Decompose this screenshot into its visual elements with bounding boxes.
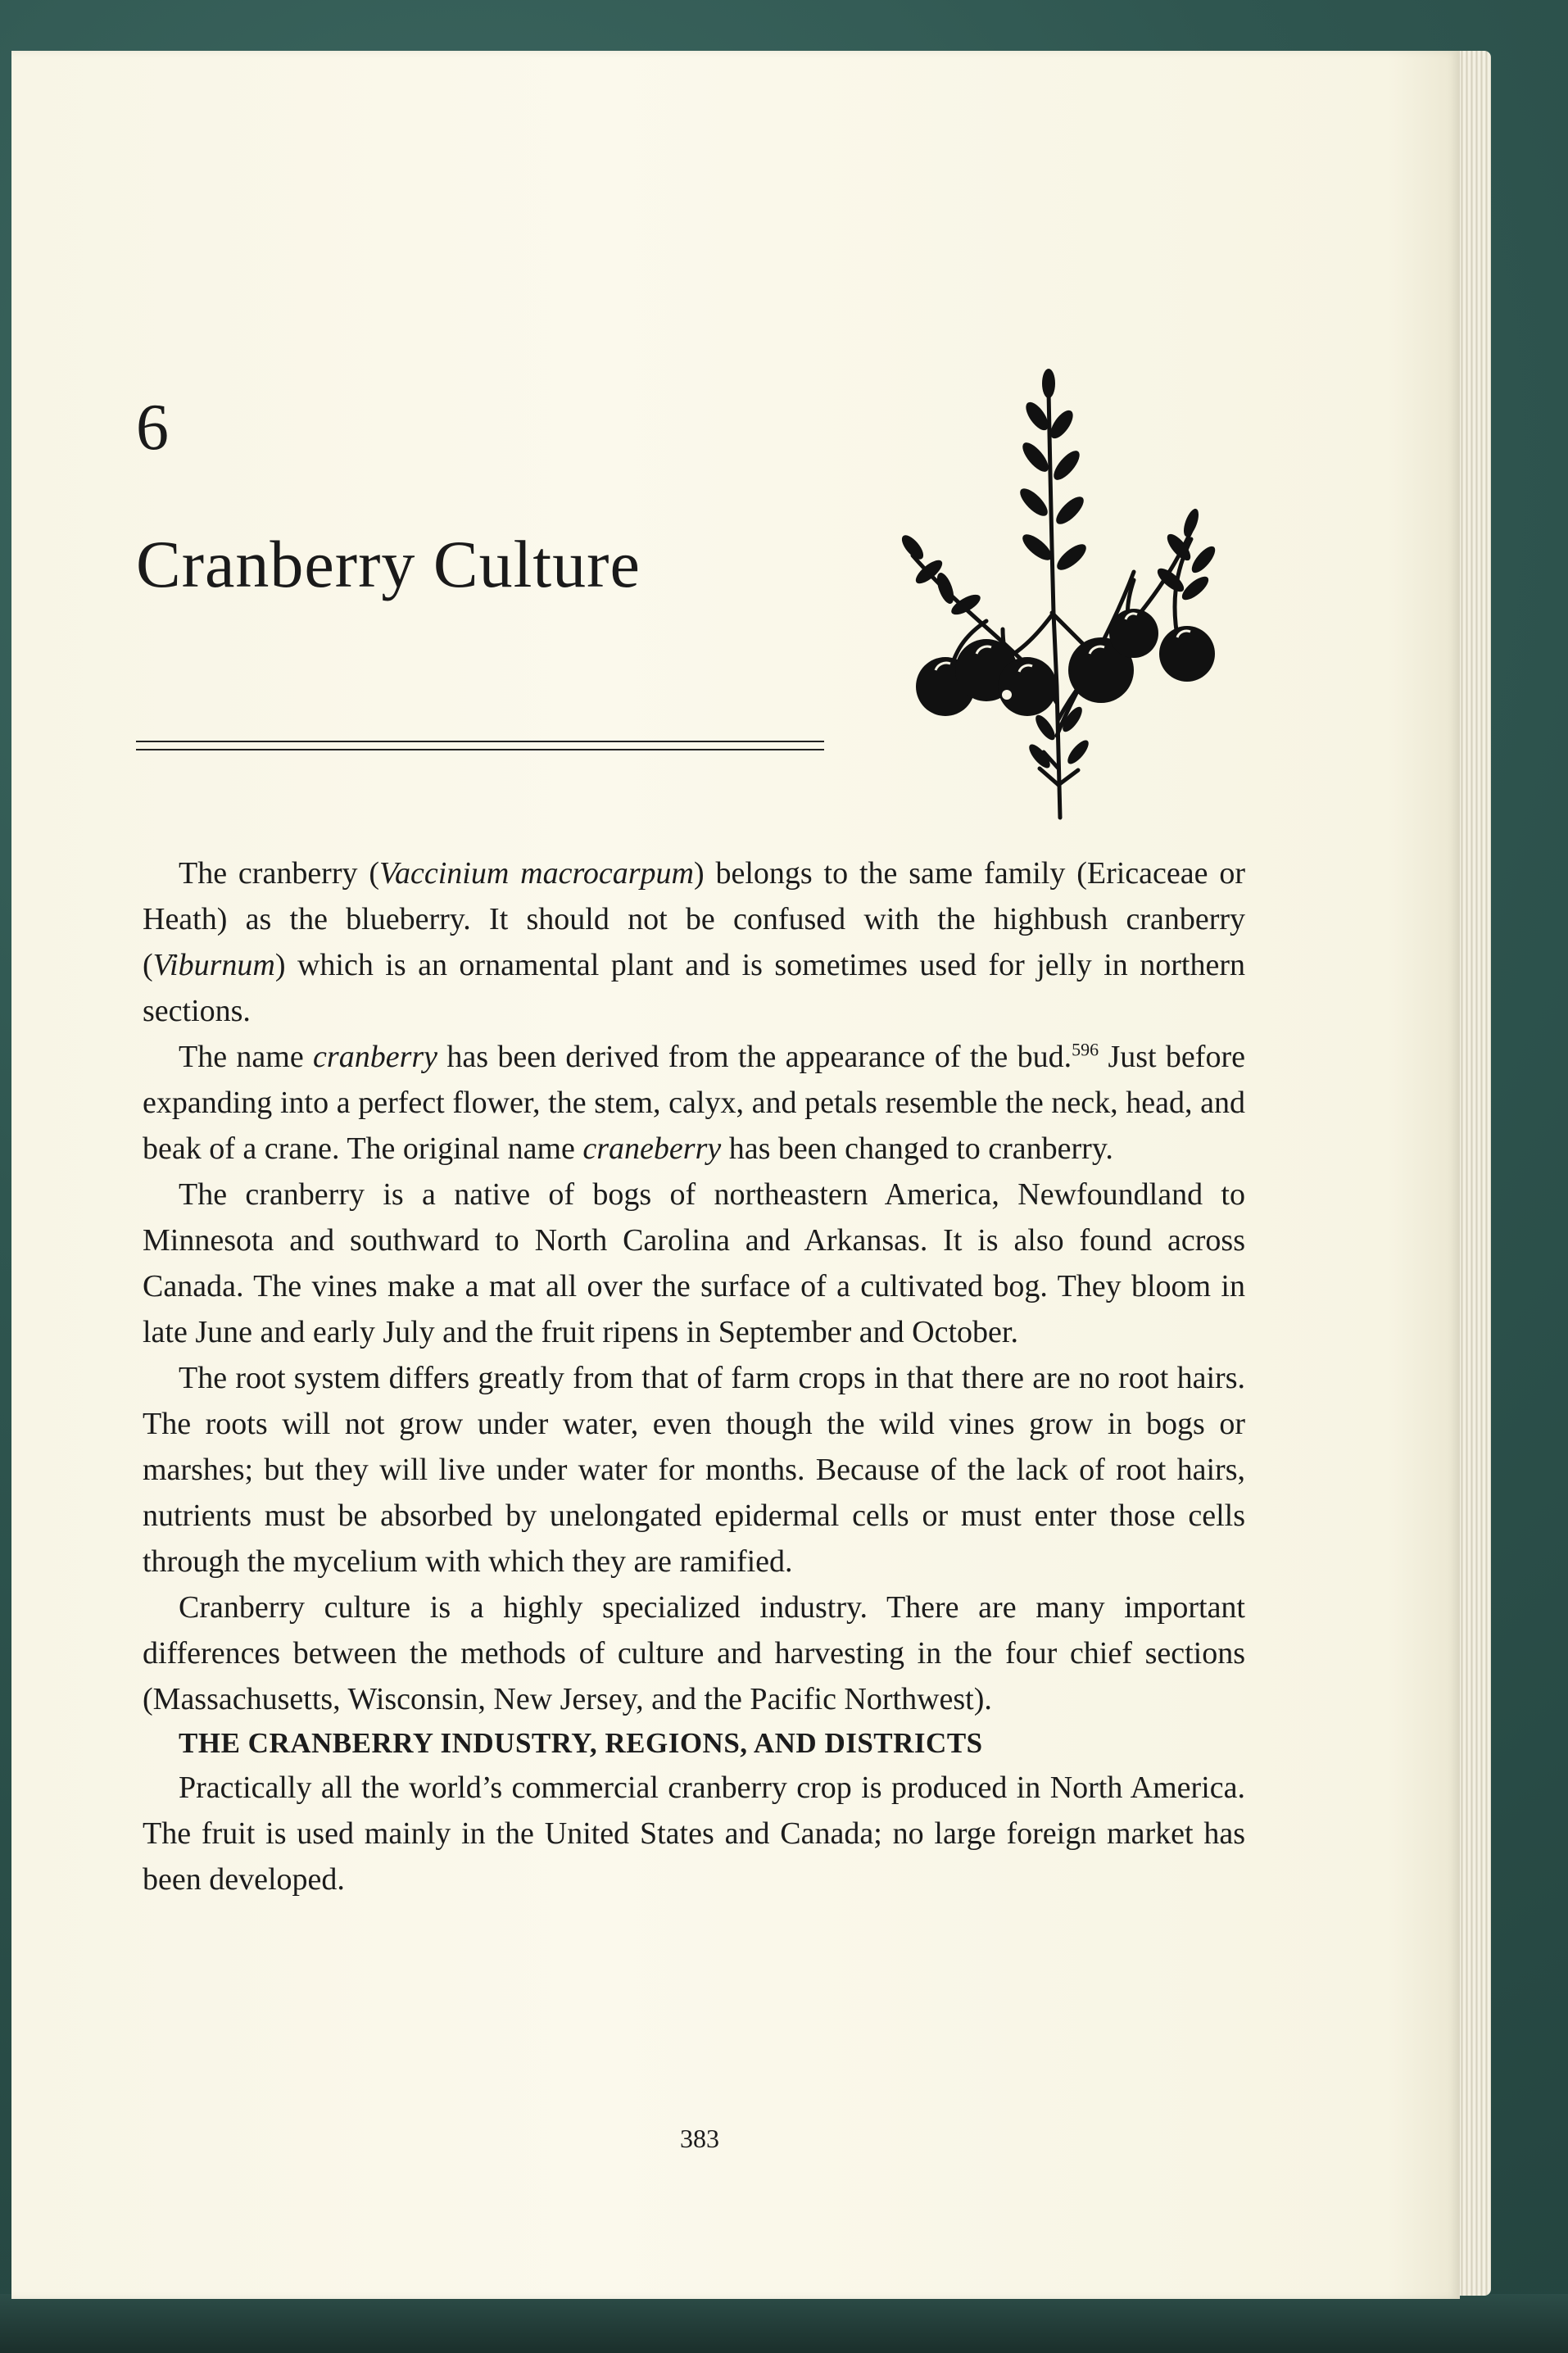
paragraph-2: The name cranberry has been derived from the appearance of the bud.$^{596}$ Just before expanding into a perfect flower, the stem, calyx, and petals resemble the neck, head, and beak of a crane. The original name craneberry has been changed to cranberry.	[143, 1039, 1245, 1166]
paragraph-5: Cranberry culture is a highly specialized industry. There are many important differences between the methods of culture and harvesting in the four chief sections (Massachusetts, Wisconsin, New Jersey, and the Pacific Northwest).	[143, 1590, 1245, 1716]
body-text	[143, 850, 1245, 1902]
chapter-title: Cranberry Culture	[136, 527, 641, 601]
book-page	[11, 51, 1460, 2299]
paragraph-1: The cranberry (Vaccinium macrocarpum) belongs to the same family (Ericaceae or Heath) as the blueberry. It should not be confused with the highbush cranberry (Viburnum) which is an ornamental plant and is sometimes used for jelly in northern sections.	[143, 856, 1245, 1028]
paragraph-3: The cranberry is a native of bogs of northeastern America, Newfoundland to Minnesota and southward to North Carolina and Arkansas. It is also found across Canada. The vines make a mat all over the surface of a cultivated bog. They bloom in late June and early July and the fruit ripens in September and October.	[143, 1177, 1245, 1349]
chapter-number: 6	[136, 392, 169, 464]
cranberry-sprig-icon	[863, 342, 1257, 834]
section-heading: THE CRANBERRY INDUSTRY, REGIONS, AND DISTRICTS	[179, 1727, 983, 1759]
paragraph-4: The root system differs greatly from that of farm crops in that there are no root hairs. The roots will not grow under water, even though the wild vines grow in bogs or marshes; but they will live under water for months. Because of the lack of root hairs, nutrients must be absorbed by unelongated epidermal cells or must enter those cells through the mycelium with which they are ramified.	[143, 1361, 1245, 1579]
page-number: 383	[680, 2124, 719, 2153]
title-double-rule	[136, 741, 824, 750]
book-cover-edge	[0, 2294, 1568, 2353]
footnote-reference: 596	[1072, 1039, 1099, 1060]
paragraph-6: Practically all the world’s commercial cranberry crop is produced in North America. The fruit is used mainly in the United States and Canada; no large foreign market has been developed.	[143, 1770, 1245, 1897]
